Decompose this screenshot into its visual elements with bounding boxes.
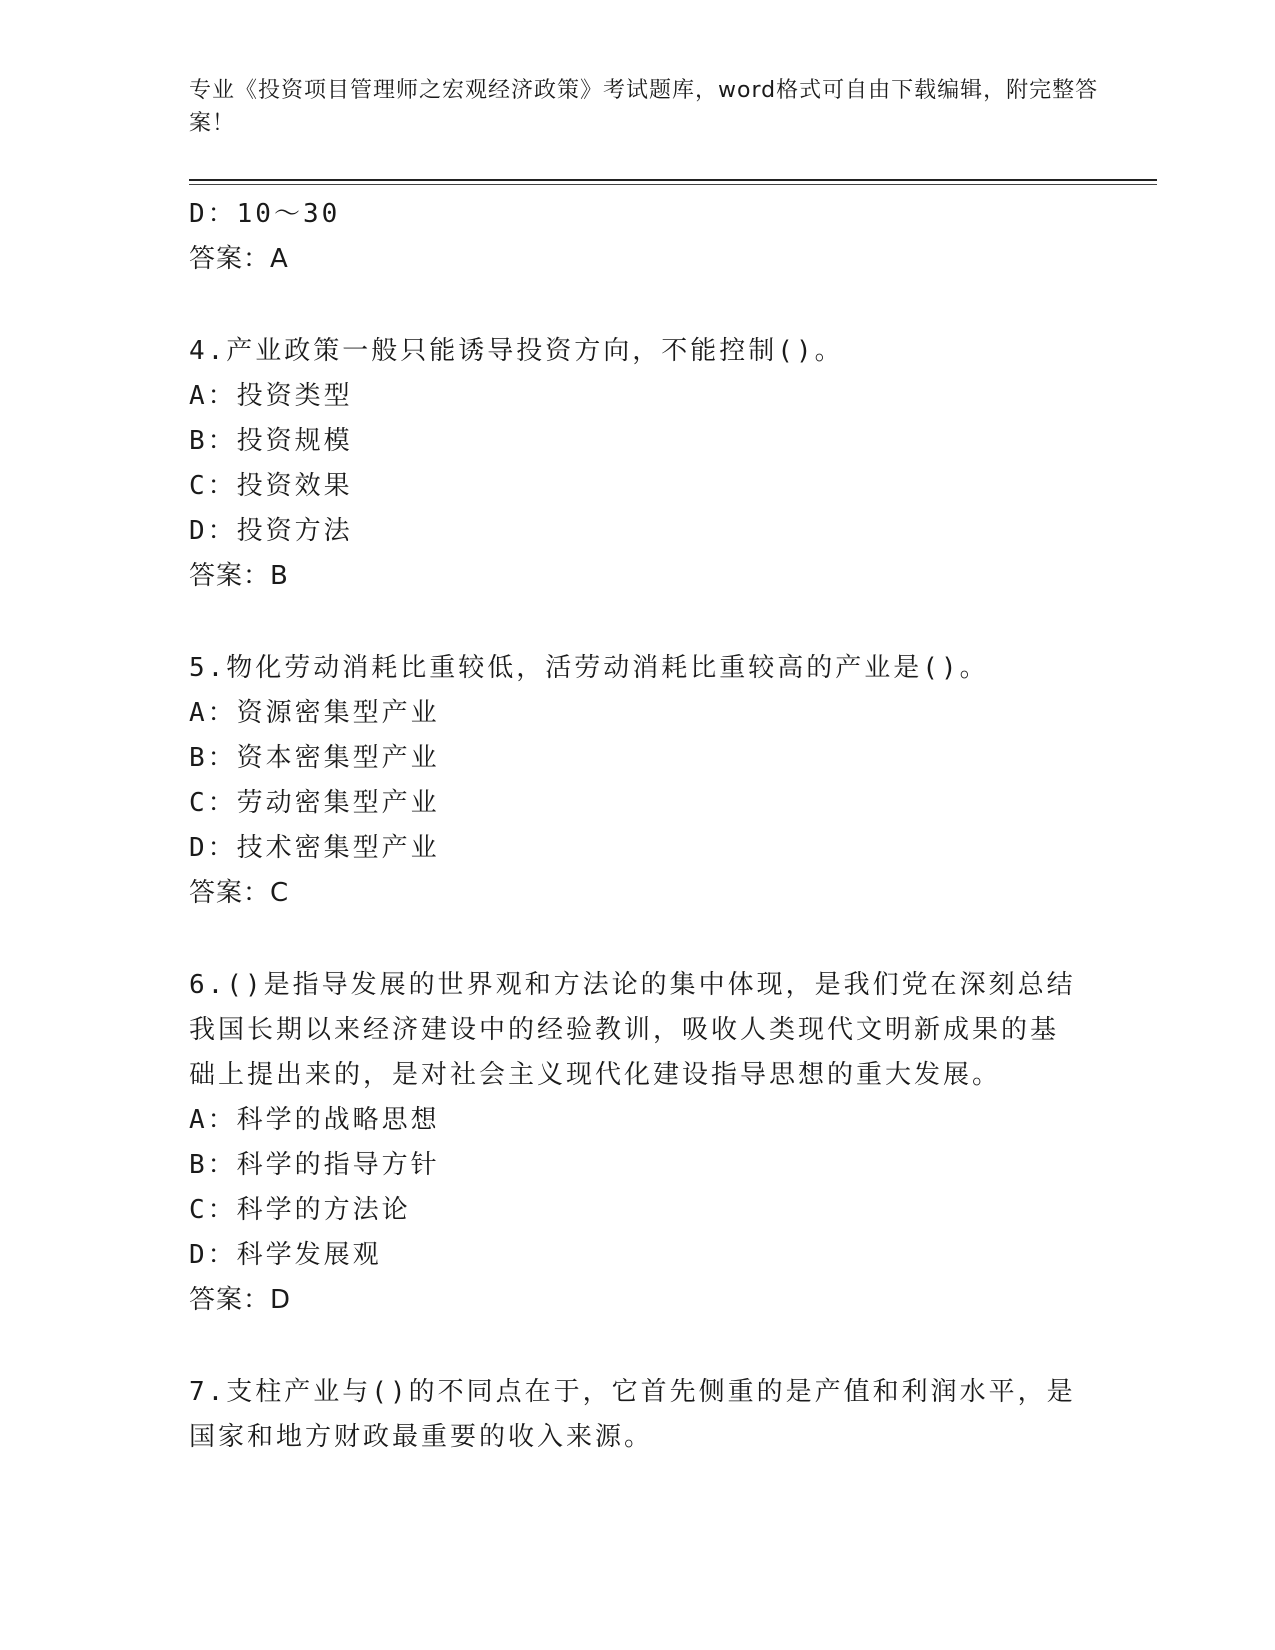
answer-line: 答案：D	[189, 1285, 292, 1315]
option-c: C：劳动密集型产业	[189, 788, 440, 818]
question-list	[189, 192, 1089, 1460]
answer-line: 答案：B	[189, 561, 289, 591]
document-header: 专业《投资项目管理师之宏观经济政策》考试题库，word格式可自由下载编辑，附完整答案！	[189, 78, 1099, 136]
question-stem-line: 6.()是指导发展的世界观和方法论的集中体现，是我们党在深刻总结	[189, 970, 1076, 1000]
question-stem-line: 我国长期以来经济建设中的经验教训，吸收人类现代文明新成果的基	[189, 1015, 1060, 1045]
option-d: D：技术密集型产业	[189, 833, 440, 863]
header-rule-thick	[189, 179, 1157, 181]
option-b: B：资本密集型产业	[189, 743, 440, 773]
prev-question-tail	[189, 192, 1089, 282]
option-c: C：科学的方法论	[189, 1195, 411, 1225]
answer-line: 答案：C	[189, 878, 290, 908]
option-d: D：科学发展观	[189, 1240, 382, 1270]
option-d: D：投资方法	[189, 516, 353, 546]
option-b: B：科学的指导方针	[189, 1150, 440, 1180]
question-stem: 4.产业政策一般只能诱导投资方向，不能控制()。	[189, 336, 844, 366]
option-a: A：科学的战略思想	[189, 1105, 440, 1135]
question-stem: 5.物化劳动消耗比重较低，活劳动消耗比重较高的产业是()。	[189, 653, 989, 683]
question-4	[189, 329, 1089, 599]
option-c: C：投资效果	[189, 471, 353, 501]
option-b: B：投资规模	[189, 426, 353, 456]
option-a: A：资源密集型产业	[189, 698, 440, 728]
question-5	[189, 646, 1089, 916]
option-a: A：投资类型	[189, 381, 353, 411]
option-d: D：10～30	[189, 199, 341, 229]
question-stem-line: 国家和地方财政最重要的收入来源。	[189, 1422, 654, 1452]
question-stem-line: 7.支柱产业与()的不同点在于，它首先侧重的是产值和利润水平，是	[189, 1377, 1076, 1407]
header-rule-thin	[189, 184, 1157, 185]
question-stem-line: 础上提出来的，是对社会主义现代化建设指导思想的重大发展。	[189, 1060, 1002, 1090]
question-6	[189, 963, 1089, 1323]
question-7	[189, 1370, 1089, 1460]
answer-line: 答案：A	[189, 244, 289, 274]
